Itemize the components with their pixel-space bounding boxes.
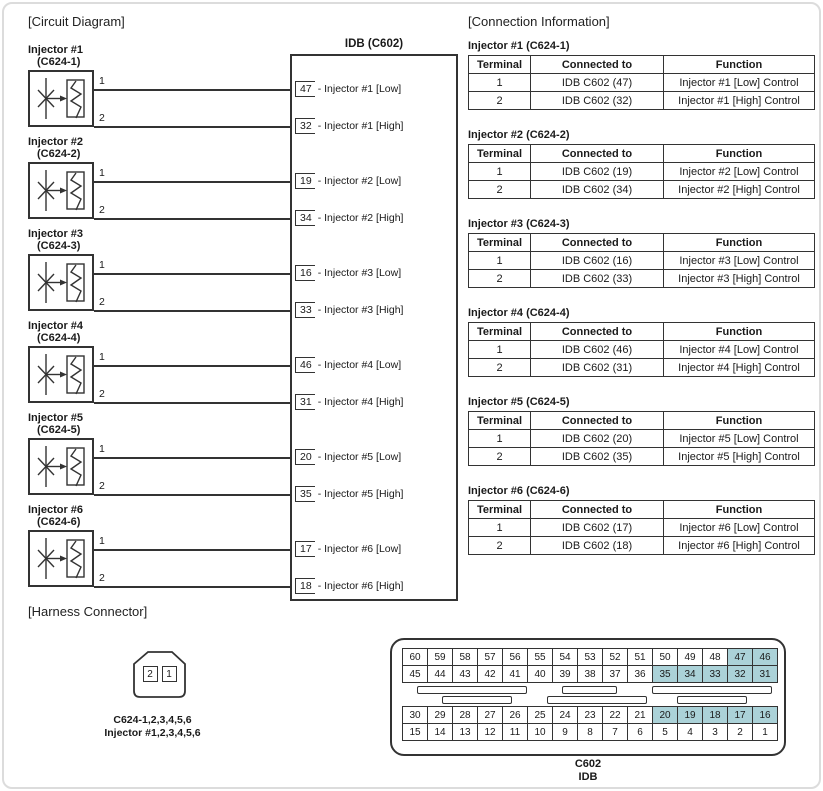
- wire-high: [94, 218, 290, 220]
- table-header-cell: Terminal: [469, 323, 531, 341]
- pin-cell-14: 14: [427, 723, 453, 741]
- wire-high: [94, 126, 290, 128]
- table-cell: Injector #1 [Low] Control: [664, 74, 815, 92]
- idb-box: [290, 54, 458, 601]
- connection-table-title: Injector #2 (C624-2): [468, 129, 570, 141]
- table-cell: Injector #2 [High] Control: [664, 181, 815, 199]
- idb-pin-label: - Injector #6 [High]: [317, 580, 404, 592]
- pin-cell-35: 35: [652, 665, 678, 683]
- idb-pin-label: - Injector #3 [Low]: [317, 267, 402, 279]
- wire-low: [94, 365, 290, 367]
- connection-table: [468, 233, 815, 288]
- pin-cell-51: 51: [627, 648, 653, 666]
- table-header-cell: Connected to: [531, 323, 664, 341]
- pin-cell-36: 36: [627, 665, 653, 683]
- table-header-cell: Function: [664, 56, 815, 74]
- table-row: [469, 359, 815, 377]
- pin-cell-24: 24: [552, 706, 578, 724]
- idb-pin-label: - Injector #2 [High]: [317, 212, 404, 224]
- pin-cell-42: 42: [477, 665, 503, 683]
- pin-cell-33: 33: [702, 665, 728, 683]
- table-cell: 2: [469, 448, 531, 466]
- injector-symbol-icon: [30, 348, 92, 401]
- connection-table: [468, 322, 815, 377]
- idb-label: IDB (C602): [344, 38, 404, 50]
- table-cell: Injector #5 [Low] Control: [664, 430, 815, 448]
- table-header-cell: Function: [664, 145, 815, 163]
- idb-connector-label: IDB: [578, 771, 598, 783]
- table-cell: Injector #2 [Low] Control: [664, 163, 815, 181]
- injector-symbol-box: [28, 438, 94, 495]
- table-cell: IDB C602 (19): [531, 163, 664, 181]
- table-row: [469, 537, 815, 555]
- idb-connector: [390, 638, 786, 756]
- table-header-cell: Terminal: [469, 412, 531, 430]
- pin-cell-26: 26: [502, 706, 528, 724]
- keying-slot: [652, 686, 772, 694]
- pin-cell-50: 50: [652, 648, 678, 666]
- table-header-row: [469, 501, 815, 519]
- idb-pin-entry: [295, 540, 401, 558]
- injector-symbol-box: [28, 346, 94, 403]
- injector-connector-label: (C624-5): [37, 424, 81, 436]
- pin-cell-4: 4: [677, 723, 703, 741]
- table-cell: IDB C602 (17): [531, 519, 664, 537]
- idb-connector-name: C602: [574, 758, 602, 770]
- wire-low: [94, 457, 290, 459]
- terminal-label-1: 1: [99, 443, 105, 455]
- idb-pin-entry: [295, 117, 403, 135]
- connection-table: [468, 500, 815, 555]
- injector-symbol-box: [28, 70, 94, 127]
- injector-symbol-icon: [30, 440, 92, 493]
- wire-high: [94, 310, 290, 312]
- table-header-cell: Connected to: [531, 145, 664, 163]
- pin-cell-44: 44: [427, 665, 453, 683]
- pin-cell-3: 3: [702, 723, 728, 741]
- keying-slot: [442, 696, 512, 704]
- pin-cell-57: 57: [477, 648, 503, 666]
- table-cell: 2: [469, 359, 531, 377]
- pin-cell-17: 17: [727, 706, 753, 724]
- pin-cell-19: 19: [677, 706, 703, 724]
- connection-table-title: Injector #1 (C624-1): [468, 40, 570, 52]
- table-header-row: [469, 323, 815, 341]
- pin-cell-12: 12: [477, 723, 503, 741]
- table-cell: Injector #4 [Low] Control: [664, 341, 815, 359]
- pin-cell-11: 11: [502, 723, 528, 741]
- injector-symbol-icon: [30, 164, 92, 217]
- connection-table-title: Injector #4 (C624-4): [468, 307, 570, 319]
- idb-pin-label: - Injector #5 [Low]: [317, 451, 402, 463]
- connection-table: [468, 411, 815, 466]
- terminal-label-1: 1: [99, 75, 105, 87]
- pin-cell-32: 32: [727, 665, 753, 683]
- idb-pin-label: - Injector #5 [High]: [317, 488, 404, 500]
- connection-table-block: [468, 129, 815, 199]
- circuit-diagram-title: [Circuit Diagram]: [28, 14, 125, 29]
- terminal-label-2: 2: [99, 388, 105, 400]
- table-header-cell: Connected to: [531, 501, 664, 519]
- pin-cell-7: 7: [602, 723, 628, 741]
- pin-cell-59: 59: [427, 648, 453, 666]
- table-row: [469, 74, 815, 92]
- table-cell: IDB C602 (33): [531, 270, 664, 288]
- pin-cell-20: 20: [652, 706, 678, 724]
- table-row: [469, 519, 815, 537]
- idb-pin-entry: [295, 172, 401, 190]
- table-cell: Injector #6 [Low] Control: [664, 519, 815, 537]
- pin-cell-49: 49: [677, 648, 703, 666]
- pin-cell-55: 55: [527, 648, 553, 666]
- table-cell: 1: [469, 74, 531, 92]
- harness-caption-injectors: Injector #1,2,3,4,5,6: [104, 727, 201, 739]
- idb-pin-number: 19: [295, 173, 315, 189]
- terminal-label-2: 2: [99, 480, 105, 492]
- idb-pin-number: 17: [295, 541, 315, 557]
- terminal-label-2: 2: [99, 572, 105, 584]
- injector-connector-label: (C624-3): [37, 240, 81, 252]
- harness-caption-connectors: C624-1,2,3,4,5,6: [113, 714, 192, 726]
- table-cell: IDB C602 (16): [531, 252, 664, 270]
- idb-pin-label: - Injector #4 [High]: [317, 396, 404, 408]
- keying-slot: [417, 686, 527, 694]
- pin-cell-1: 1: [752, 723, 778, 741]
- harness-connector: [122, 648, 196, 702]
- harness-pin-1: 1: [162, 666, 177, 682]
- injector-connector-label: (C624-4): [37, 332, 81, 344]
- idb-pin-number: 31: [295, 394, 315, 410]
- table-header-cell: Terminal: [469, 56, 531, 74]
- table-cell: 2: [469, 270, 531, 288]
- pin-cell-41: 41: [502, 665, 528, 683]
- table-row: [469, 430, 815, 448]
- pin-cell-22: 22: [602, 706, 628, 724]
- idb-pin-number: 33: [295, 302, 315, 318]
- idb-pin-label: - Injector #2 [Low]: [317, 175, 402, 187]
- pin-cell-29: 29: [427, 706, 453, 724]
- pin-cell-37: 37: [602, 665, 628, 683]
- pin-cell-27: 27: [477, 706, 503, 724]
- idb-pin-label: - Injector #1 [High]: [317, 120, 404, 132]
- idb-pin-label: - Injector #4 [Low]: [317, 359, 402, 371]
- table-cell: IDB C602 (46): [531, 341, 664, 359]
- pin-cell-9: 9: [552, 723, 578, 741]
- table-cell: IDB C602 (34): [531, 181, 664, 199]
- harness-pin-2: 2: [143, 666, 158, 682]
- idb-pin-number: 18: [295, 578, 315, 594]
- injector-name: Injector #6: [28, 504, 84, 516]
- table-cell: 1: [469, 252, 531, 270]
- table-header-cell: Function: [664, 323, 815, 341]
- table-header-row: [469, 234, 815, 252]
- keying-slot: [677, 696, 747, 704]
- table-cell: 2: [469, 92, 531, 110]
- injector-name: Injector #3: [28, 228, 84, 240]
- pin-cell-39: 39: [552, 665, 578, 683]
- table-cell: 1: [469, 519, 531, 537]
- injector-name: Injector #1: [28, 44, 84, 56]
- idb-pin-number: 35: [295, 486, 315, 502]
- pin-cell-38: 38: [577, 665, 603, 683]
- pin-cell-46: 46: [752, 648, 778, 666]
- idb-pin-label: - Injector #1 [Low]: [317, 83, 402, 95]
- idb-pin-label: - Injector #6 [Low]: [317, 543, 402, 555]
- pin-cell-23: 23: [577, 706, 603, 724]
- idb-pin-entry: [295, 209, 403, 227]
- idb-connector-caption: [390, 758, 786, 784]
- table-cell: 1: [469, 430, 531, 448]
- connection-table-block: [468, 396, 815, 466]
- connection-information-title: [Connection Information]: [468, 14, 610, 29]
- connection-table-block: [468, 307, 815, 377]
- wire-high: [94, 586, 290, 588]
- terminal-label-1: 1: [99, 167, 105, 179]
- table-header-cell: Function: [664, 412, 815, 430]
- idb-pin-entry: [295, 448, 401, 466]
- table-cell: IDB C602 (32): [531, 92, 664, 110]
- injector-symbol-icon: [30, 72, 92, 125]
- wire-low: [94, 273, 290, 275]
- idb-pin-entry: [295, 577, 403, 595]
- table-row: [469, 270, 815, 288]
- connection-table-block: [468, 485, 815, 555]
- table-header-cell: Connected to: [531, 234, 664, 252]
- wire-low: [94, 549, 290, 551]
- table-cell: Injector #3 [Low] Control: [664, 252, 815, 270]
- idb-pin-number: 46: [295, 357, 315, 373]
- wire-high: [94, 402, 290, 404]
- table-row: [469, 163, 815, 181]
- idb-pin-number: 32: [295, 118, 315, 134]
- injector-symbol-box: [28, 162, 94, 219]
- injector-connector-label: (C624-6): [37, 516, 81, 528]
- table-cell: IDB C602 (20): [531, 430, 664, 448]
- pin-cell-25: 25: [527, 706, 553, 724]
- injector-name: Injector #5: [28, 412, 84, 424]
- table-cell: Injector #5 [High] Control: [664, 448, 815, 466]
- table-header-row: [469, 412, 815, 430]
- table-cell: Injector #1 [High] Control: [664, 92, 815, 110]
- pin-cell-40: 40: [527, 665, 553, 683]
- pin-cell-60: 60: [402, 648, 428, 666]
- pin-cell-10: 10: [527, 723, 553, 741]
- keying-slot: [547, 696, 647, 704]
- pin-cell-54: 54: [552, 648, 578, 666]
- pin-cell-31: 31: [752, 665, 778, 683]
- connection-table-title: Injector #6 (C624-6): [468, 485, 570, 497]
- table-header-row: [469, 56, 815, 74]
- table-header-cell: Terminal: [469, 145, 531, 163]
- pin-cell-15: 15: [402, 723, 428, 741]
- connection-table-block: [468, 40, 815, 110]
- pin-cell-34: 34: [677, 665, 703, 683]
- harness-pins: [122, 666, 197, 682]
- connection-tables: [468, 40, 815, 555]
- table-header-cell: Connected to: [531, 56, 664, 74]
- table-header-cell: Terminal: [469, 234, 531, 252]
- connection-table: [468, 55, 815, 110]
- idb-pin-number: 47: [295, 81, 315, 97]
- wire-low: [94, 89, 290, 91]
- idb-pin-label: - Injector #3 [High]: [317, 304, 404, 316]
- table-cell: Injector #6 [High] Control: [664, 537, 815, 555]
- pin-cell-30: 30: [402, 706, 428, 724]
- pin-cell-47: 47: [727, 648, 753, 666]
- table-row: [469, 341, 815, 359]
- injector-connector-label: (C624-2): [37, 148, 81, 160]
- pin-cell-56: 56: [502, 648, 528, 666]
- idb-pin-entry: [295, 356, 401, 374]
- table-header-cell: Connected to: [531, 412, 664, 430]
- table-row: [469, 448, 815, 466]
- table-cell: Injector #3 [High] Control: [664, 270, 815, 288]
- pin-cell-48: 48: [702, 648, 728, 666]
- table-header-row: [469, 145, 815, 163]
- terminal-label-2: 2: [99, 112, 105, 124]
- connection-table-title: Injector #3 (C624-3): [468, 218, 570, 230]
- table-cell: 1: [469, 163, 531, 181]
- idb-pin-entry: [295, 485, 403, 503]
- idb-pin-number: 34: [295, 210, 315, 226]
- pin-cell-8: 8: [577, 723, 603, 741]
- table-cell: IDB C602 (31): [531, 359, 664, 377]
- pin-cell-58: 58: [452, 648, 478, 666]
- table-cell: 1: [469, 341, 531, 359]
- idb-pin-entry: [295, 393, 403, 411]
- table-cell: 2: [469, 537, 531, 555]
- table-cell: 2: [469, 181, 531, 199]
- wire-high: [94, 494, 290, 496]
- injector-symbol-box: [28, 254, 94, 311]
- table-row: [469, 92, 815, 110]
- table-row: [469, 181, 815, 199]
- injector-name: Injector #2: [28, 136, 84, 148]
- connection-table-title: Injector #5 (C624-5): [468, 396, 570, 408]
- table-cell: Injector #4 [High] Control: [664, 359, 815, 377]
- terminal-label-1: 1: [99, 535, 105, 547]
- injector-symbol-icon: [30, 532, 92, 585]
- connection-table: [468, 144, 815, 199]
- injector-symbol-box: [28, 530, 94, 587]
- table-cell: IDB C602 (47): [531, 74, 664, 92]
- connection-table-block: [468, 218, 815, 288]
- table-header-cell: Function: [664, 234, 815, 252]
- idb-pin-entry: [295, 301, 403, 319]
- pin-cell-28: 28: [452, 706, 478, 724]
- pin-cell-21: 21: [627, 706, 653, 724]
- idb-pin-number: 16: [295, 265, 315, 281]
- pin-cell-13: 13: [452, 723, 478, 741]
- pin-cell-43: 43: [452, 665, 478, 683]
- table-row: [469, 252, 815, 270]
- pin-cell-2: 2: [727, 723, 753, 741]
- idb-pin-number: 20: [295, 449, 315, 465]
- idb-pin-entry: [295, 264, 401, 282]
- harness-caption: [45, 714, 260, 740]
- injector-symbol-icon: [30, 256, 92, 309]
- pin-cell-16: 16: [752, 706, 778, 724]
- table-header-cell: Terminal: [469, 501, 531, 519]
- pin-cell-52: 52: [602, 648, 628, 666]
- harness-connector-title: [Harness Connector]: [28, 604, 148, 619]
- table-header-cell: Function: [664, 501, 815, 519]
- wire-low: [94, 181, 290, 183]
- pin-cell-5: 5: [652, 723, 678, 741]
- idb-pin-entry: [295, 80, 401, 98]
- injector-connector-label: (C624-1): [37, 56, 81, 68]
- pin-cell-18: 18: [702, 706, 728, 724]
- terminal-label-1: 1: [99, 259, 105, 271]
- terminal-label-2: 2: [99, 296, 105, 308]
- pin-cell-45: 45: [402, 665, 428, 683]
- table-cell: IDB C602 (18): [531, 537, 664, 555]
- pin-cell-6: 6: [627, 723, 653, 741]
- terminal-label-1: 1: [99, 351, 105, 363]
- terminal-label-2: 2: [99, 204, 105, 216]
- keying-slot: [562, 686, 617, 694]
- table-cell: IDB C602 (35): [531, 448, 664, 466]
- pin-cell-53: 53: [577, 648, 603, 666]
- injector-name: Injector #4: [28, 320, 84, 332]
